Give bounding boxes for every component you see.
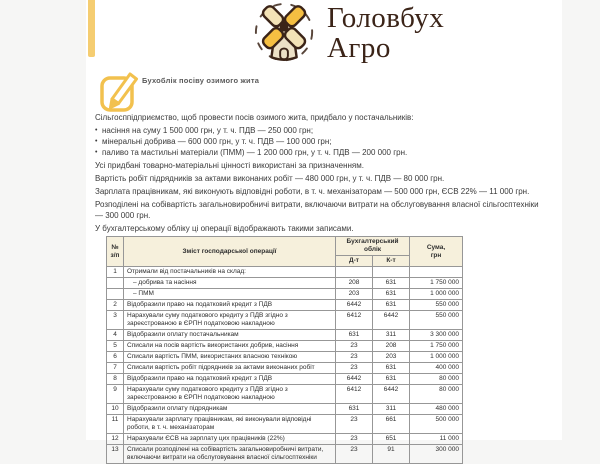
cell-num: 3 [107, 311, 124, 330]
cell-sum: 1 750 000 [410, 278, 463, 289]
cell-operation: – добрива та насіння [124, 278, 336, 289]
article-title: Бухоблік посіву озимого жита [142, 76, 260, 85]
cell-sum: 3 300 000 [410, 330, 463, 341]
cell-credit: 311 [373, 404, 410, 415]
cell-sum: 80 000 [410, 374, 463, 385]
header-sum: Сума, грн [410, 237, 463, 267]
cell-operation: – ПММ [124, 289, 336, 300]
header-num: № з/п [107, 237, 124, 267]
cell-num: 8 [107, 374, 124, 385]
paragraph: Розподілені на собівартість загальновиробничі витрати, включаючи витрати на обслуговування власної сільгосптехніки — 300 000 грн. [95, 200, 539, 220]
cell-sum: 500 000 [410, 415, 463, 434]
cell-sum: 550 000 [410, 311, 463, 330]
cell-num: 6 [107, 352, 124, 363]
paragraph: У бухгалтерському обліку ці операції відображають такими записами. [95, 224, 354, 233]
cell-sum: 11 000 [410, 434, 463, 445]
cell-credit: 631 [373, 363, 410, 374]
cell-credit: 651 [373, 434, 410, 445]
table-row [107, 330, 463, 341]
cell-debit: 6442 [336, 374, 373, 385]
paragraph: Усі придбані товарно-матеріальні цінності використані за призначенням. [95, 161, 364, 170]
cell-operation: Нарахували ЄСВ на зарплату цих працівників (22%) [124, 434, 336, 445]
cell-operation: Списали розподілені на собівартість загальновиробничі витрати, включаючи витрати на обслуговування власної сільгосптехніки [124, 445, 336, 464]
table-row [107, 267, 463, 278]
table-row [107, 374, 463, 385]
cell-sum: 1 750 000 [410, 341, 463, 352]
cell-sum: 400 000 [410, 363, 463, 374]
brand-name-line1: Головбух [327, 2, 445, 34]
table-row [107, 363, 463, 374]
cell-operation: Відобразили право на податковий кредит з ПДВ [124, 374, 336, 385]
cell-debit: 6412 [336, 311, 373, 330]
table-body [107, 267, 463, 464]
cell-debit: 631 [336, 404, 373, 415]
cell-num [107, 278, 124, 289]
cell-debit: 23 [336, 352, 373, 363]
table-row [107, 352, 463, 363]
article-body [95, 112, 547, 236]
header-debit: Д-т [336, 256, 373, 267]
cell-debit [336, 267, 373, 278]
brand-name [327, 3, 444, 63]
cell-num: 11 [107, 415, 124, 434]
cell-num [107, 289, 124, 300]
bullet-item: • паливо та мастильні матеріали (ПММ) — 1 200 000 грн, у т. ч. ПДВ — 200 000 грн. [95, 147, 547, 158]
cell-num: 7 [107, 363, 124, 374]
cell-credit: 631 [373, 300, 410, 311]
paragraph: Зарплата працівникам, які виконують відповідні роботи, в т. ч. механізаторам — 500 000 грн, ЄСВ 22% — 11 000 грн. [95, 187, 530, 196]
table-row [107, 385, 463, 404]
table-row [107, 289, 463, 300]
intro-paragraph: Сільгосппідприємство, щоб провести посів озимого жита, придбало у постачальників: [95, 113, 414, 122]
cell-debit: 23 [336, 341, 373, 352]
cell-num: 4 [107, 330, 124, 341]
cell-num: 13 [107, 445, 124, 464]
bullet-item: • насіння на суму 1 500 000 грн, у т. ч. ПДВ — 250 000 грн; [95, 125, 547, 136]
cell-operation: Нарахували зарплату працівникам, які виконували відповідні роботи, в т. ч. механізаторам [124, 415, 336, 434]
bullet-list [95, 125, 547, 158]
table-row [107, 311, 463, 330]
cell-sum: 80 000 [410, 385, 463, 404]
page-edge-accent [88, 0, 95, 57]
cell-operation: Відобразили оплату постачальникам [124, 330, 336, 341]
cell-num: 1 [107, 267, 124, 278]
table-row [107, 278, 463, 289]
cell-credit: 6442 [373, 311, 410, 330]
table-row [107, 434, 463, 445]
table-row [107, 445, 463, 464]
cell-sum: 480 000 [410, 404, 463, 415]
cell-credit: 631 [373, 278, 410, 289]
table-header [107, 237, 463, 267]
table-row [107, 300, 463, 311]
windmill-icon [252, 3, 318, 72]
cell-credit: 208 [373, 341, 410, 352]
cell-operation: Нарахували суму податкового кредиту з ПДВ згідно з зареєстрованою в ЄРПН податковою накладною [124, 311, 336, 330]
cell-debit: 23 [336, 363, 373, 374]
cell-credit: 631 [373, 289, 410, 300]
cell-operation: Відобразили право на податковий кредит з ПДВ [124, 300, 336, 311]
header-accounting-group: Бухгалтерський облік [336, 237, 410, 256]
paragraph: Вартість робіт підрядників за актами виконаних робіт — 480 000 грн, у т. ч. ПДВ — 80 000 грн. [95, 174, 445, 183]
bullet-item: • мінеральні добрива — 600 000 грн, у т. ч. ПДВ — 100 000 грн; [95, 136, 547, 147]
table-row [107, 341, 463, 352]
table-row [107, 404, 463, 415]
cell-credit: 203 [373, 352, 410, 363]
cell-operation: Списали на посів вартість використаних добрив, насіння [124, 341, 336, 352]
cell-debit: 23 [336, 445, 373, 464]
header-credit: К-т [373, 256, 410, 267]
cell-credit: 631 [373, 374, 410, 385]
cell-debit: 208 [336, 278, 373, 289]
brand-name-line2: Агро [327, 32, 391, 64]
cell-operation: Відобразили оплату підрядникам [124, 404, 336, 415]
paragraph-list [95, 160, 547, 234]
accounting-table [106, 236, 463, 464]
document-page [86, 0, 562, 461]
header-content: Зміст господарської операції [124, 237, 336, 267]
cell-operation: Отримали від постачальників на склад: [124, 267, 336, 278]
cell-sum: 1 000 000 [410, 289, 463, 300]
cell-debit: 23 [336, 415, 373, 434]
cell-credit [373, 267, 410, 278]
brand-logo[interactable] [252, 3, 444, 72]
cell-sum [410, 267, 463, 278]
cell-sum: 550 000 [410, 300, 463, 311]
cell-num: 12 [107, 434, 124, 445]
cell-debit: 6412 [336, 385, 373, 404]
cell-sum: 1 000 000 [410, 352, 463, 363]
cell-debit: 203 [336, 289, 373, 300]
cell-credit: 311 [373, 330, 410, 341]
cell-credit: 661 [373, 415, 410, 434]
cell-num: 5 [107, 341, 124, 352]
cell-credit: 91 [373, 445, 410, 464]
cell-operation: Списали вартість робіт підрядників за актами виконаних робіт [124, 363, 336, 374]
cell-debit: 6442 [336, 300, 373, 311]
cell-sum: 300 000 [410, 445, 463, 464]
cell-num: 9 [107, 385, 124, 404]
cell-num: 10 [107, 404, 124, 415]
table-row [107, 415, 463, 434]
cell-debit: 23 [336, 434, 373, 445]
cell-operation: Нарахували суму податкового кредиту з ПДВ згідно з зареєстрованою в ЄРПН податковою накладною [124, 385, 336, 404]
cell-credit: 6442 [373, 385, 410, 404]
cell-operation: Списали вартість ПММ, використаних власною технікою [124, 352, 336, 363]
cell-num: 2 [107, 300, 124, 311]
cell-debit: 631 [336, 330, 373, 341]
